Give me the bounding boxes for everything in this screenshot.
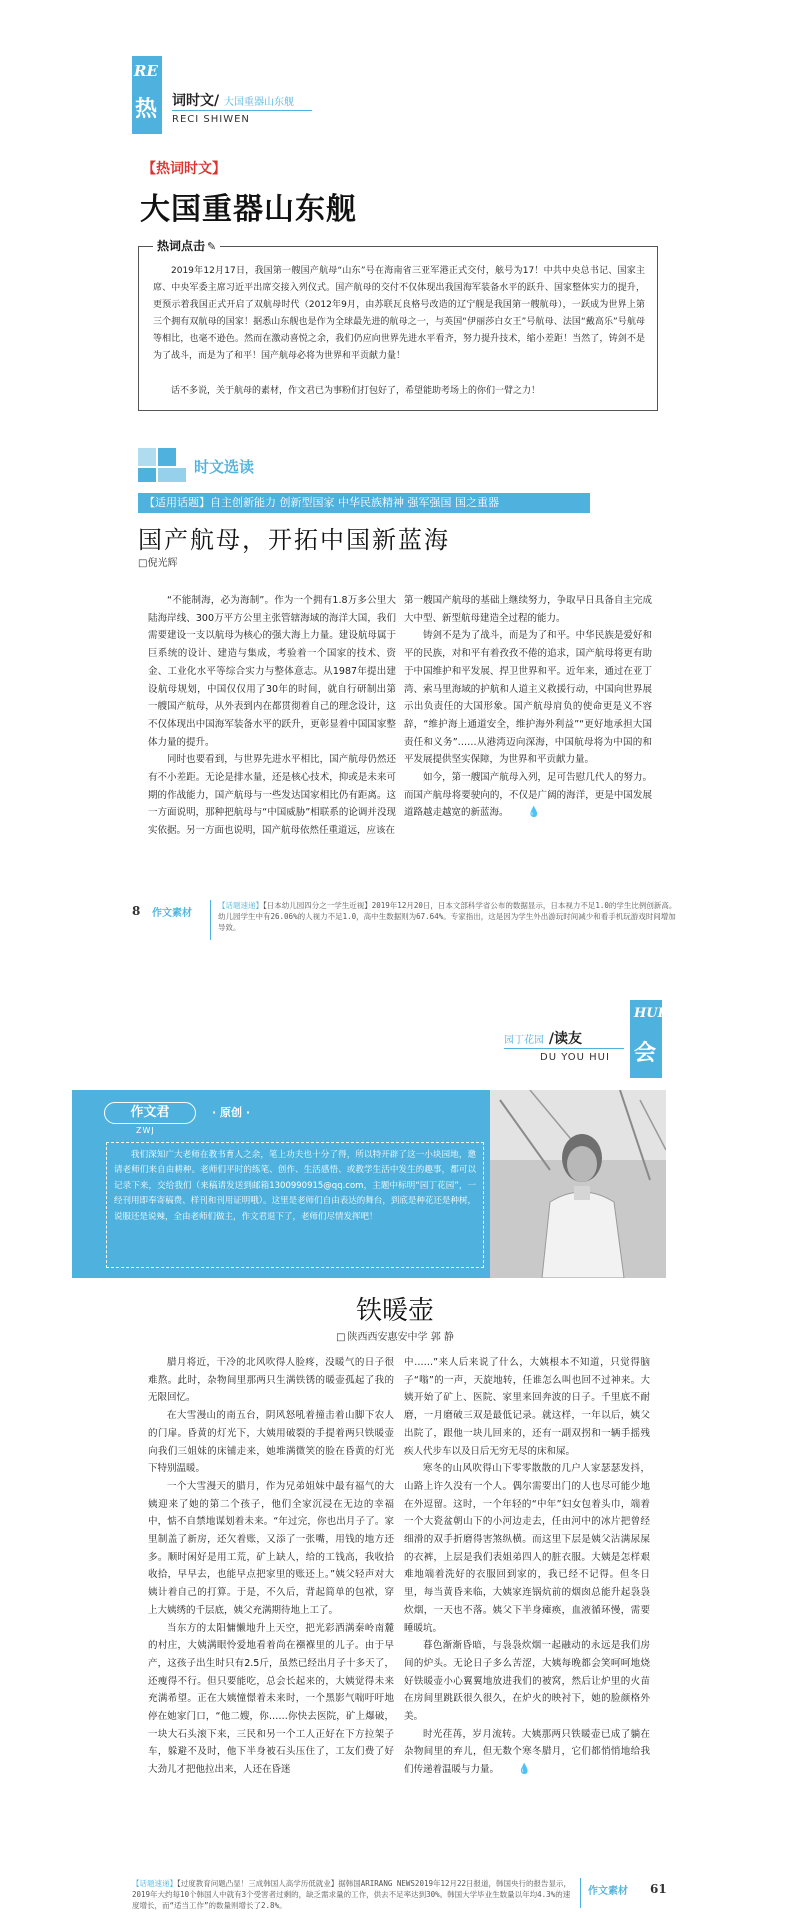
- page-footer: [132, 900, 677, 940]
- paragraph: 铸剑不是为了战斗，而是为了和平。中华民族是爱好和平的民族，对和平有着孜孜不倦的追求，国产航母将更有助于中国维护和平发展、捍卫世界和平。近年来，通过在亚丁湾、索马里海域的护航和人道主义救援行动，中国向世界展示出负责任的大国形象。国产航母肩负的使命更是义不容辞，“维护海上通道安全，维护海外利益”“更好地承担大国责任和义务”……从港湾迈向深海，中国航母将为中国的和平发展提供坚实保障，为世界和平贡献力量。: [404, 630, 652, 766]
- hot-word-box: [138, 239, 658, 411]
- deco-square: [138, 448, 156, 466]
- article-column-left: [148, 592, 396, 840]
- article-author: □ 陕西西安惠安中学 郭 静: [0, 1328, 790, 1343]
- original-tag: · 原创 ·: [212, 1106, 251, 1119]
- paragraph: 一个大雪漫天的腊月，作为兄弟姐妹中最有福气的大姨迎来了她的第二个孩子，他们全家沉浸在无边的幸福中，惦不自禁地谋划着未来。“年过完，你也出月子了。家里制盖了新房，还欠着账，又添了一张嘴，用钱的地方还多。顺时闲好是用工荒，矿上缺人，给的工钱高，我收拾收拾，早早去，也能早点把家里的账还上。”姨父轻声对大姨计着自己的打算。于是，不久后，背起简单的包袱，穿上大姨绣的千层底，姨父充满期待地上工了。: [148, 1480, 394, 1616]
- column-title: 园丁花园 /读友: [504, 1031, 582, 1047]
- badge-en: HUI: [634, 1006, 664, 1021]
- author-photo: [490, 1090, 666, 1278]
- page-number: 61: [650, 1882, 667, 1896]
- column-badge: [132, 56, 162, 134]
- article-title: 国产航母，开拓中国新蓝海: [138, 526, 450, 554]
- footer-note: 【话题速递】【日本幼儿园四分之一学生近视】2019年12月20日，日本文部科学省公布的数据显示，日本视力不足1.0的学生比例创新高。幼儿园学生中有26.06%的人视力不足1.0，高中生数据则为67.64%。专家指出，这是因为学生外出游玩时间减少和看手机玩游戏时间增加导致。: [218, 901, 677, 932]
- divider: [504, 1048, 624, 1049]
- editor-nameplate: 作文君: [104, 1102, 196, 1124]
- paragraph: 暮色渐渐昏暗，与袅袅炊烟一起融动的永远是我们房间的炉头。无论日子多么苦涩，大姨每晚都会笑呵呵地烧好铁暖壶小心翼翼地放进我们的被窝，然后让炉里的火苗在房间里跳跃很久很久，在炉火的映衬下，她的脸颜格外美。: [404, 1640, 650, 1723]
- editor-intro: 我们深知广大老师在教书育人之余，笔上功夫也十分了得，所以特开辟了这一小块园地，邀请老师们来自由耕种。老师们平时的练笔、创作、生活感悟、或教学生活中发生的趣事，都可以记录下来，交给我们（来稿请发送到邮箱1300990915@qq.com，主题中标明“园丁花园”，一经刊用即奉寄稿费、样刊和刊用证明哦）。这里是老师们自由表达的舞台，到底是种花还是种树，说服还是说辣，全由老师们做主，作文君退下了，老师们尽情发挥吧！: [106, 1142, 484, 1268]
- magazine-name: 作文素材: [588, 1886, 628, 1897]
- paragraph: 寒冬的山风吹得山下零零散散的几户人家瑟瑟发抖，山路上许久没有一个人。偶尔需要出门的人也尽可能少地在外逗留。这时，一个年轻的“中年”妇女包着头巾，端着一个大瓷盆朝山下的小河边走去，任由河中的冰片把曾经细滑的双手折磨得害煞纵横。而这里下层是姨父沾满尿屎的衣裤，上层是我们表姐弟四人的脏衣服。大姨是怎样艰难地端着洗好的衣服回到家的，我已经不记得。但冬日里，每当黄昏来临，大姨家连锅炕前的烟囱总能升起袅袅炊烟，一天也不落。姨父下半身瘫痪，血液循环慢，需要睡暖坑。: [404, 1463, 650, 1634]
- divider: [172, 110, 312, 111]
- section-tag: 【热词时文】: [142, 161, 226, 177]
- hot-word-label: 热词点击 ✎: [153, 237, 220, 254]
- end-mark-icon: 💧: [518, 1764, 531, 1776]
- badge-char: 会: [634, 1041, 657, 1066]
- badge-en: RE: [134, 62, 158, 80]
- column-title: 词时文/ 大国重器山东舰: [172, 93, 294, 109]
- column-header: [132, 56, 312, 136]
- paragraph: 腊月将近，干冷的北风吹得人脸疼，没暖气的日子很难熬。此时，杂物间里那两只生满铁锈的暖壶孤起了我的无限回忆。: [148, 1357, 394, 1404]
- paragraph: 在大雪漫山的南五台，阴风怒吼着撞击着山脚下农人的门扉。昏黄的灯光下，大姨用破裂的手提着两只铁暖壶向我们三姐妹的床铺走来，她堆满微笑的脸在昏黄的灯光下特别温暖。: [148, 1410, 394, 1475]
- paragraph: 第一艘国产航母的基础上继续努力，争取早日具备自主完成大中型、新型航母建造全过程的能力。: [404, 595, 652, 624]
- paragraph: 当东方的太阳慵懒地升上天空，把光彩洒满秦岭南麓的村庄，大姨满眼怜爱地看着尚在襁褓里的儿子。由于早产，这孩子出生时只有2.5斤，虽然已经出月子十多天了，还瘦得不行。但只要能吃，总会长起来的，大姨觉得未来充满希望。正在大姨憧憬着未来时，一个黑影气喘吁吁地停在她家门口，“他二嫂，你……你快去医院，矿上爆破，一块大石头滚下来，三民和另一个工人正好在下方拉架子车，躲避不及时，他下半身被石头压住了，工友们费了好大劲儿才把他拉出来，人还在昏迷: [148, 1622, 394, 1776]
- column-en: RECI SHIWEN: [172, 114, 250, 125]
- section-heading: [138, 448, 288, 484]
- page-number: 8: [132, 904, 141, 918]
- article-column-left: [148, 1354, 394, 1779]
- hot-word-paragraph: 话不多说，关于航母的素材，作文君已为事粉们打包好了，希望能助考场上的你们一臂之力！: [171, 386, 541, 396]
- deco-square: [158, 448, 176, 466]
- divider: [580, 1878, 581, 1908]
- end-mark-icon: 💧: [527, 807, 540, 819]
- column-badge: [630, 1000, 662, 1078]
- divider: [210, 900, 211, 940]
- column-subtitle: 大国重器山东舰: [224, 97, 294, 108]
- article-column-right: [404, 1354, 650, 1779]
- badge-char: 热: [135, 97, 158, 122]
- paragraph: 同时也要看到，与世界先进水平相比，国产航母仍然还有不小差距。无论是排水量，还是核心技术，抑或是未来可期的作战能力，国产航母与一些发达国家相比仍有距离。这一方面说明，那种把航母与“中国威胁”相联系的论调并没现实依据。另一方面也说明，国产航母依然任重道远，应该在: [148, 754, 396, 837]
- article-column-right: [404, 592, 652, 822]
- column-en: DU YOU HUI: [540, 1052, 610, 1063]
- article-title: 铁暖壶: [355, 1296, 434, 1326]
- column-subtitle: 园丁花园: [504, 1035, 544, 1046]
- footer-note: 【话题速递】【过度教育问题凸显！三成韩国人高学历低就业】据韩国ARIRANG NEWS2019年12月22日报道，韩国央行的报告显示，2019年大约每10个韩国人中就有3个受害者过剩的，缺乏需求量的工作，供去不足率达到30%。韩国大学毕业生数量以年均4.3%的速度增长，而“适当工作”的数量则增长了2.8%。: [132, 1879, 572, 1910]
- paragraph: 时光荏苒，岁月流转。大姨那两只铁暖壶已成了躺在杂物间里的弃儿，但无数个寒冬腊月，它们都悄悄地给我们传递着温暖与力量。 💧: [404, 1726, 650, 1779]
- deco-square: [158, 468, 186, 482]
- deco-square: [138, 468, 156, 482]
- topic-bar: 【适用话题】自主创新能力 创新型国家 中华民族精神 强军强国 国之重器: [138, 493, 590, 513]
- paragraph: 如今，第一艘国产航母入列，足可告慰几代人的努力。而国产航母将要驶向的，不仅是广阔的海洋，更是中国发展道路越走越宽的新蓝海。 💧: [404, 769, 652, 822]
- paragraph: 中……”来人后来说了什么，大姨根本不知道，只觉得脑子“嗡”的一声，天旋地转，任谁怎么叫也回不过神来。大姨开始了矿上、医院、家里来回奔波的日子。千里底不耐磨，一月磨破三双是最低记录。就这样，一年以后，姨父出院了，跟他一块儿回来的，还有一副双拐和一辆手摇残疾人代步车以及日后无穷无尽的床和屎。: [404, 1357, 650, 1457]
- page-footer: [132, 1878, 677, 1908]
- hot-word-paragraph: 2019年12月17日，我国第一艘国产航母“山东”号在海南省三亚军港正式交付，舷号为17！中共中央总书记、国家主席、中央军委主席习近平出席交接入列仪式。国产航母的交付不仅体现出我国海军装备水平的跃升、国家整体实力的提升，更预示着我国正式开启了双航母时代（2012年9月，由苏联瓦良格号改造的辽宁舰是我国第一艘航母），一跃成为世界上第三个拥有双航母的国家！据悉山东舰也是作为全球最先进的航母之一，与英国“伊丽莎白女王”号航母、法国“戴高乐”号航母等相比，也毫不逊色。然而在激动喜悦之余，我们仍应向世界先进水平看齐，努力提升技术，缩小差距！当然了，铸剑不是为了战斗，而是为了和平！国产航母必将为世界和平贡献力量！: [153, 266, 645, 361]
- magazine-name: 作文素材: [152, 908, 192, 919]
- column-header: [470, 1000, 670, 1080]
- article-author: □倪光辉: [138, 558, 178, 569]
- editor-banner: [72, 1090, 666, 1278]
- section-title: 时文选读: [194, 458, 255, 476]
- editor-en: ZWJ: [136, 1126, 155, 1135]
- page-title: 大国重器山东舰: [140, 192, 357, 227]
- paragraph: “不能制海，必为海制”。作为一个拥有1.8万多公里大陆海岸线、300万平方公里主张管辖海域的海洋大国，我们需要建设一支以航母为核心的强大海上力量。建设航母属于巨系统的设计、建造与集成，考验着一个国家的技术、资金、工业化水平等综合实力与整体意志。从1987年提出建设航母规划，中国仅仅用了30年的时间，就自行研制出第一艘国产航母，从外表到内在都贯彻着自己的理念设计，这不仅体现出中国海军装备水平的跃升，更彰显着中国国家整体力量的提升。: [148, 595, 396, 748]
